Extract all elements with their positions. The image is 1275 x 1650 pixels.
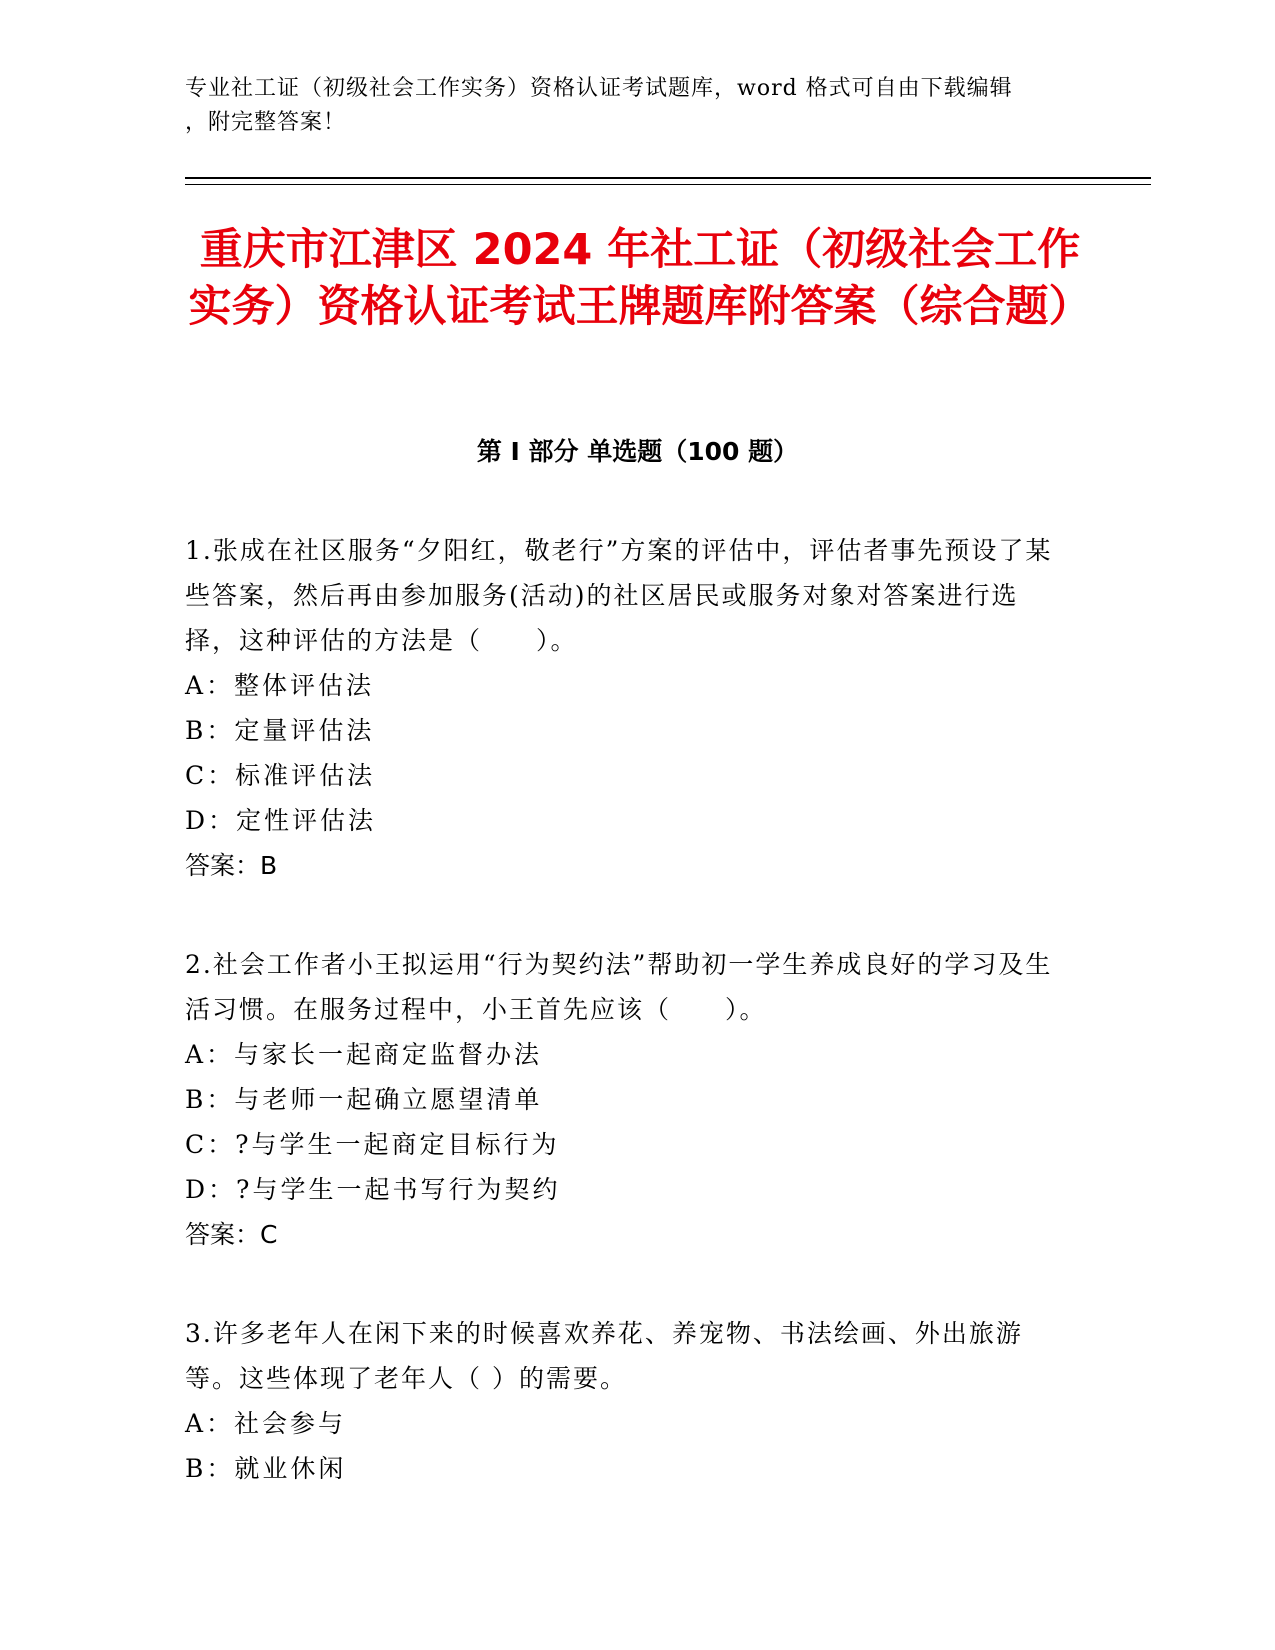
option-d: D：?与学生一起书写行为契约 [185, 1175, 561, 1204]
option-c: C：?与学生一起商定目标行为 [185, 1130, 560, 1159]
header-note-line1: 专业社工证（初级社会工作实务）资格认证考试题库，word 格式可自由下载编辑 [185, 76, 1013, 101]
option-c: C：标准评估法 [185, 761, 376, 790]
question-3 [185, 1311, 1065, 1491]
question-stem: 1.张成在社区服务“夕阳红，敬老行”方案的评估中，评估者事先预设了某些答案，然后再由参加服务(活动)的社区居民或服务对象对答案进行选择，这种评估的方法是（ ）。 [185, 536, 1053, 655]
document-title: 重庆市江津区 2024 年社工证（初级社会工作实务）资格认证考试王牌题库附答案（综合题） [188, 225, 1092, 332]
option-b: B：与老师一起确立愿望清单 [185, 1085, 543, 1114]
header-note [185, 72, 1085, 140]
option-b: B：定量评估法 [185, 716, 375, 745]
answer: 答案：C [185, 1220, 278, 1249]
question-list [185, 528, 1065, 1545]
option-d: D：定性评估法 [185, 806, 377, 835]
question-stem: 2.社会工作者小王拟运用“行为契约法”帮助初一学生养成良好的学习及生活习惯。在服务过程中，小王首先应该（ ）。 [185, 950, 1053, 1024]
header-note-line2: ，附完整答案！ [185, 110, 347, 135]
option-a: A：整体评估法 [185, 671, 375, 700]
answer: 答案：B [185, 851, 278, 880]
option-a: A：与家长一起商定监督办法 [185, 1040, 543, 1069]
section-heading: 第 I 部分 单选题（100 题） [476, 437, 799, 466]
header-divider-thick [185, 177, 1151, 179]
header-divider-thin [185, 184, 1151, 185]
question-stem: 3.许多老年人在闲下来的时候喜欢养花、养宠物、书法绘画、外出旅游等。这些体现了老年人（ ）的需要。 [185, 1319, 1023, 1393]
option-b: B：就业休闲 [185, 1454, 347, 1483]
option-a: A：社会参与 [185, 1409, 347, 1438]
question-1 [185, 528, 1065, 888]
question-2 [185, 942, 1065, 1257]
